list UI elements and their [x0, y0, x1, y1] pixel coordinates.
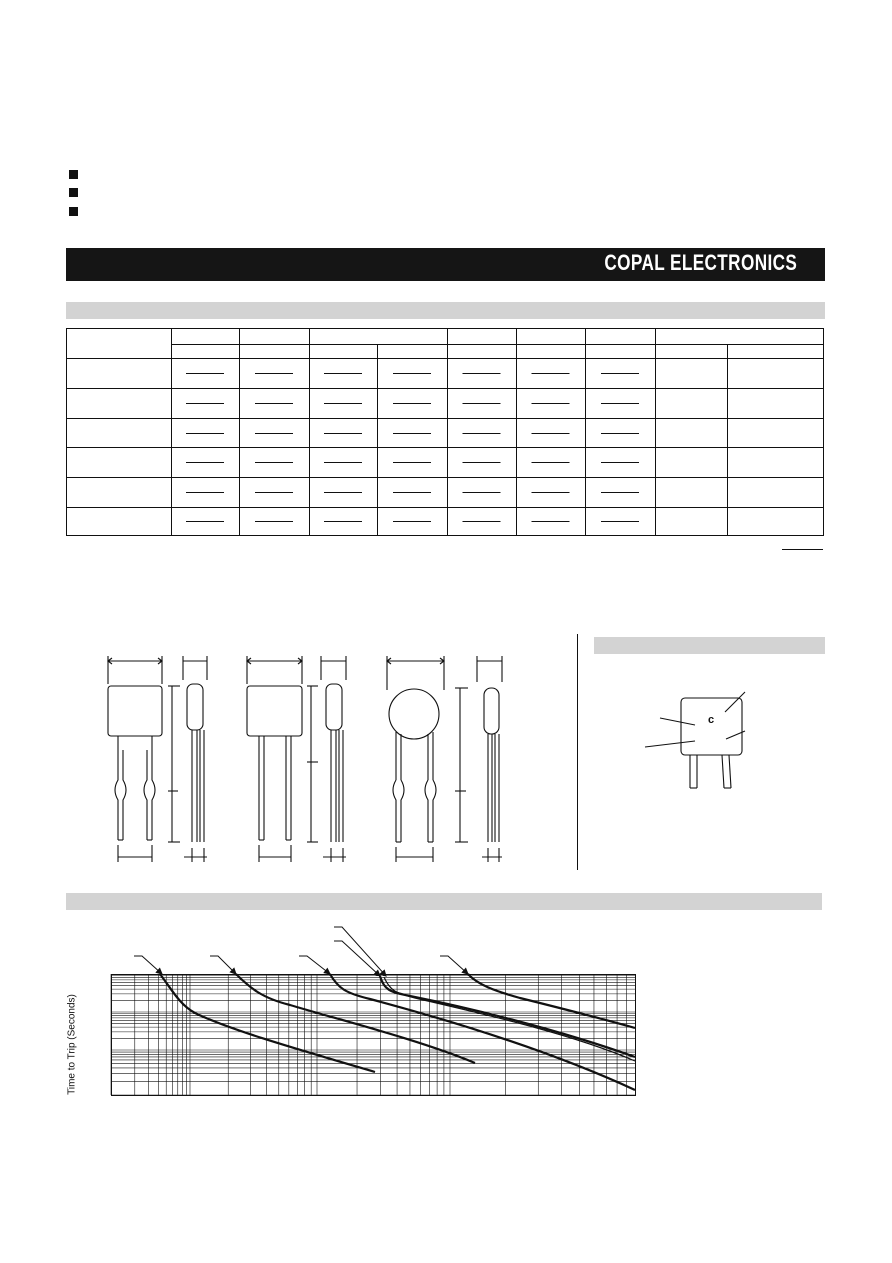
callout-leader	[334, 927, 386, 976]
callout-arrow-icon	[324, 969, 330, 974]
trip-curve-series	[468, 974, 635, 1028]
svg-text:c: c	[707, 714, 715, 726]
brand-logo: COPAL ELECTRONICS	[604, 250, 797, 275]
callout-leader	[334, 941, 380, 976]
